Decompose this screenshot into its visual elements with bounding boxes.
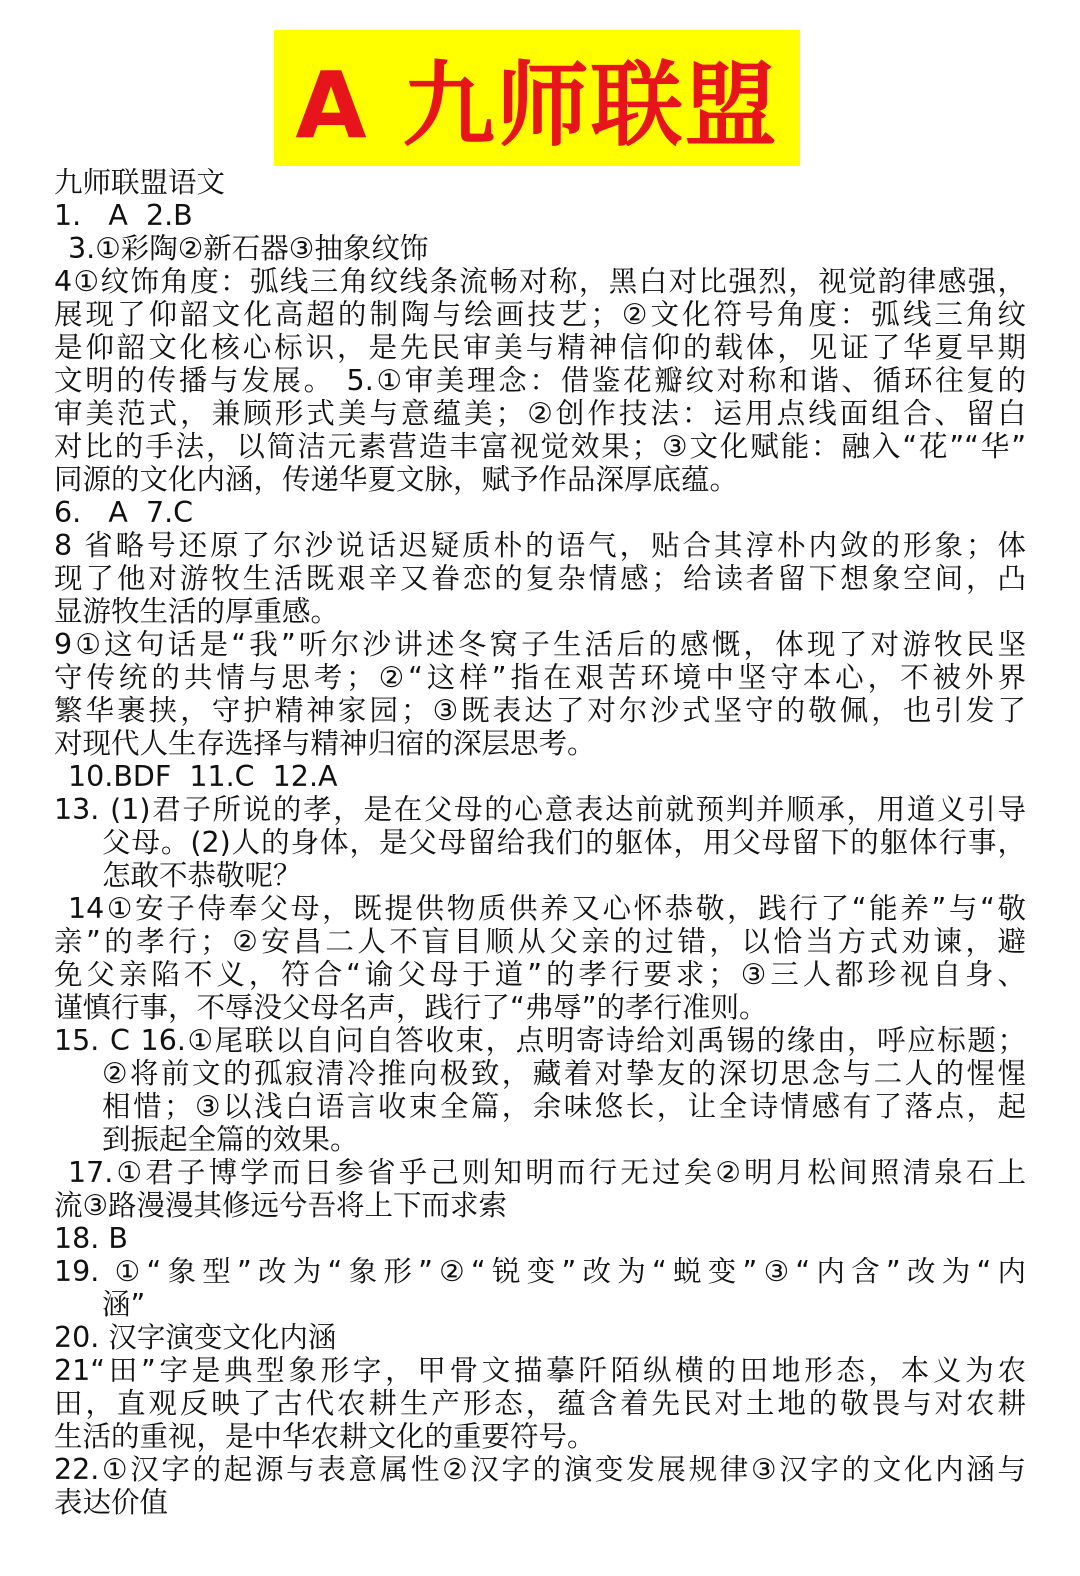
answer-line: 21“田”字是典型象形字，甲骨文描摹阡陌纵横的田地形态，本义为农 xyxy=(54,1354,1026,1387)
answer-line: 18. B xyxy=(54,1222,128,1255)
answer-line: 4①纹饰角度：弧线三角纹线条流畅对称，黑白对比强烈，视觉韵律感强， xyxy=(54,265,1026,298)
answer-line: 6. A 7.C xyxy=(54,496,194,529)
answer-line: ②将前文的孤寂清冷推向极致，藏着对挚友的深切思念与二人的惺惺 xyxy=(102,1057,1026,1090)
answer-line: 3.①彩陶②新石器③抽象纹饰 xyxy=(68,232,429,265)
answer-line: 审美范式，兼顾形式美与意蕴美；②创作技法：运用点线面组合、留白 xyxy=(54,397,1026,430)
answer-line: 表达价值 xyxy=(54,1486,169,1519)
answer-line: 15. C 16.①尾联以自问自答收束，点明寄诗给刘禹锡的缘由，呼应标题； xyxy=(54,1024,1026,1057)
section-title: 九师联盟语文 xyxy=(54,166,226,199)
answer-line: 是仰韶文化核心标识，是先民审美与精神信仰的载体，见证了华夏早期 xyxy=(54,331,1026,364)
banner-title: A 九师联盟 xyxy=(295,52,779,159)
answer-line: 8 省略号还原了尔沙说话迟疑质朴的语气，贴合其淳朴内敛的形象；体 xyxy=(54,529,1026,562)
answer-line: 现了他对游牧生活既艰辛又眷恋的复杂情感；给读者留下想象空间，凸 xyxy=(54,562,1026,595)
answer-line: 涵” xyxy=(102,1288,146,1321)
answer-line: 亲”的孝行；②安昌二人不盲目顺从父亲的过错，以恰当方式劝谏，避 xyxy=(54,925,1026,958)
answer-line: 20. 汉字演变文化内涵 xyxy=(54,1321,337,1354)
answer-line: 22.①汉字的起源与表意属性②汉字的演变发展规律③汉字的文化内涵与 xyxy=(54,1453,1026,1486)
answer-line: 田，直观反映了古代农耕生产形态，蕴含着先民对土地的敬畏与对农耕 xyxy=(54,1387,1026,1420)
answer-line: 谨慎行事，不辱没父母名声，践行了“弗辱”的孝行准则。 xyxy=(54,991,768,1024)
answer-line: 19. ①“象型”改为“象形”②“锐变”改为“蜕变”③“内含”改为“内 xyxy=(54,1255,1026,1288)
answer-line: 父母。(2)人的身体，是父母留给我们的躯体，用父母留下的躯体行事， xyxy=(102,826,1026,859)
answer-line: 守传统的共情与思考；②“这样”指在艰苦环境中坚守本心，不被外界 xyxy=(54,661,1026,694)
answer-line: 1. A 2.B xyxy=(54,199,193,232)
answer-line: 9①这句话是“我”听尔沙讲述冬窝子生活后的感慨，体现了对游牧民坚 xyxy=(54,628,1026,661)
answer-text-body xyxy=(54,166,1026,1519)
title-banner xyxy=(274,30,800,166)
answer-line: 繁华裹挟，守护精神家园；③既表达了对尔沙式坚守的敬佩，也引发了 xyxy=(54,694,1026,727)
answer-line: 流③路漫漫其修远兮吾将上下而求索 xyxy=(54,1189,508,1222)
answer-line: 对现代人生存选择与精神归宿的深层思考。 xyxy=(54,727,596,760)
answer-line: 展现了仰韶文化高超的制陶与绘画技艺；②文化符号角度：弧线三角纹 xyxy=(54,298,1026,331)
answer-line: 同源的文化内涵，传递华夏文脉，赋予作品深厚底蕴。 xyxy=(54,463,739,496)
answer-line: 相惜；③以浅白语言收束全篇，余味悠长，让全诗情感有了落点，起 xyxy=(102,1090,1026,1123)
answer-line: 免父亲陷不义，符合“谕父母于道”的孝行要求；③三人都珍视自身、 xyxy=(54,958,1026,991)
answer-line: 文明的传播与发展。 5.①审美理念：借鉴花瓣纹对称和谐、循环往复的 xyxy=(54,364,1026,397)
answer-line: 到振起全篇的效果。 xyxy=(102,1123,359,1156)
answer-line: 生活的重视，是中华农耕文化的重要符号。 xyxy=(54,1420,596,1453)
answer-line: 13. (1)君子所说的孝，是在父母的心意表达前就预判并顺承，用道义引导 xyxy=(54,793,1026,826)
answer-line: 10.BDF 11.C 12.A xyxy=(68,760,338,793)
answer-line: 14①安子侍奉父母，既提供物质供养又心怀恭敬，践行了“能养”与“敬 xyxy=(68,892,1026,925)
answer-line: 17.①君子博学而日参省乎己则知明而行无过矣②明月松间照清泉石上 xyxy=(68,1156,1026,1189)
answer-line: 显游牧生活的厚重感。 xyxy=(54,595,340,628)
answer-line: 对比的手法，以简洁元素营造丰富视觉效果；③文化赋能：融入“花”“华” xyxy=(54,430,1026,463)
answer-line: 怎敢不恭敬呢？ xyxy=(102,859,302,892)
